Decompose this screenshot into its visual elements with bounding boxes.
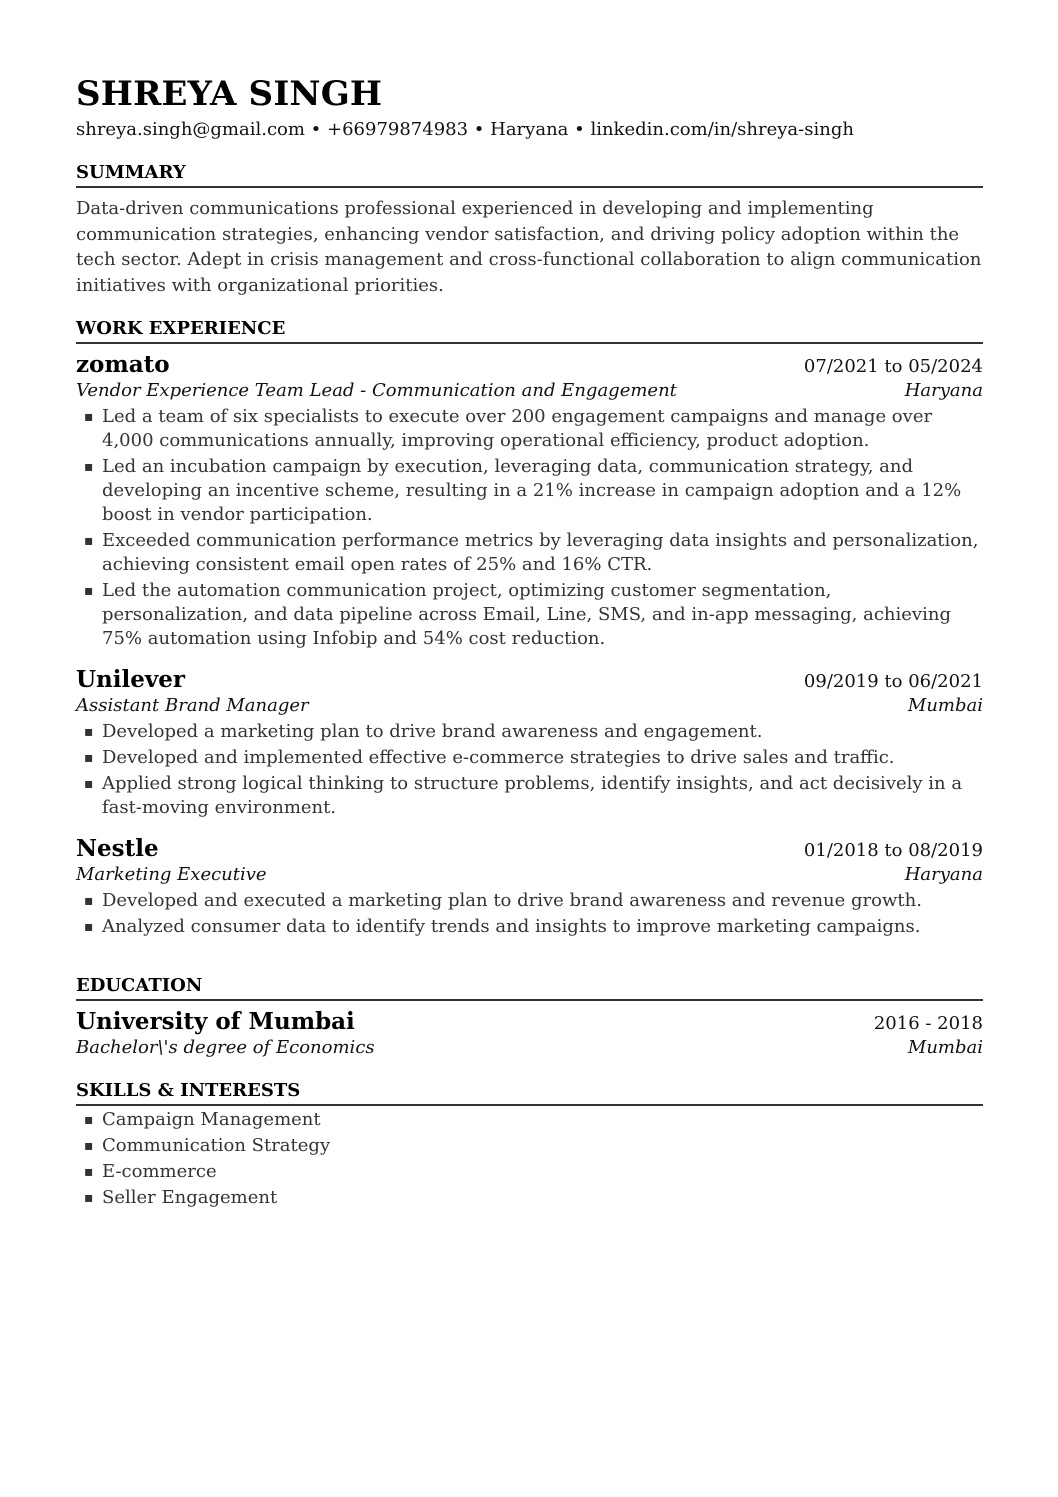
job-dates: 07/2021 to 05/2024	[803, 356, 983, 377]
contact-line: shreya.singh@gmail.com • +66979874983 • Haryana • linkedin.com/in/shreya-singh	[76, 119, 854, 140]
skill-item: ▪ Campaign Management	[76, 1108, 983, 1132]
job-entry	[76, 836, 983, 939]
job-role: Marketing Executive	[76, 864, 267, 885]
section-title-skills: SKILLS & INTERESTS	[76, 1078, 983, 1106]
section-title-experience: WORK EXPERIENCE	[76, 316, 983, 344]
list-item: ▪ Applied strong logical thinking to structure problems, identify insights, and act decisively in a fast-moving environment.	[76, 772, 983, 820]
school-name: University of Mumbai	[76, 1008, 355, 1035]
list-item: ▪ Exceeded communication performance metrics by leveraging data insights and personalization, achieving consistent email open rates of 25% and 16% CTR.	[76, 529, 983, 577]
company-name: zomato	[76, 351, 170, 378]
job-entry	[76, 352, 983, 651]
list-item: ▪ Developed a marketing plan to drive brand awareness and engagement.	[76, 720, 983, 744]
skills-list	[76, 1108, 983, 1210]
summary-text: Data-driven communications professional experienced in developing and implementing communication strategies, enhancing vendor satisfaction, and driving policy adoption within the tech sector. Adept in crisis management and cross-functional collaboration to align communication initiatives with organizational priorities.	[76, 198, 982, 296]
education-dates: 2016 - 2018	[873, 1013, 983, 1034]
company-name: Unilever	[76, 666, 186, 693]
list-item: ▪ Led a team of six specialists to execute over 200 engagement campaigns and manage over 4,000 communications annually, improving operational efficiency, product adoption.	[76, 405, 983, 453]
candidate-name: SHREYA SINGH	[76, 74, 383, 114]
education-section	[76, 973, 983, 1060]
job-dates: 09/2019 to 06/2021	[803, 671, 983, 692]
skills-section	[76, 1078, 983, 1210]
job-location: Haryana	[904, 864, 983, 885]
job-dates: 01/2018 to 08/2019	[803, 840, 983, 861]
degree: Bachelor\'s degree of Economics	[76, 1037, 375, 1058]
job-location: Mumbai	[907, 695, 983, 716]
job-entry	[76, 667, 983, 820]
list-item: ▪ Led an incubation campaign by execution, leveraging data, communication strategy, and developing an incentive scheme, resulting in a 21% increase in campaign adoption and a 12% boost in vendor participation.	[76, 455, 983, 527]
resume-page	[76, 72, 983, 1212]
list-item: ▪ Developed and implemented effective e-commerce strategies to drive sales and traffic.	[76, 746, 983, 770]
company-name: Nestle	[76, 835, 159, 862]
skill-item: ▪ Communication Strategy	[76, 1134, 983, 1158]
skill-item: ▪ Seller Engagement	[76, 1186, 983, 1210]
list-item: ▪ Analyzed consumer data to identify trends and insights to improve marketing campaigns.	[76, 915, 983, 939]
job-bullets	[76, 405, 983, 651]
section-title-education: EDUCATION	[76, 973, 983, 1001]
section-title-summary: SUMMARY	[76, 160, 983, 188]
skill-item: ▪ E-commerce	[76, 1160, 983, 1184]
education-entry	[76, 1009, 983, 1060]
experience-section	[76, 316, 983, 939]
summary-section	[76, 160, 983, 298]
job-location: Haryana	[904, 380, 983, 401]
education-location: Mumbai	[907, 1037, 983, 1058]
list-item: ▪ Developed and executed a marketing plan to drive brand awareness and revenue growth.	[76, 889, 983, 913]
job-bullets	[76, 720, 983, 820]
list-item: ▪ Led the automation communication project, optimizing customer segmentation, personalization, and data pipeline across Email, Line, SMS, and in-app messaging, achieving 75% automation using Infobip and 54% cost reduction.	[76, 579, 983, 651]
job-bullets	[76, 889, 983, 939]
job-role: Assistant Brand Manager	[76, 695, 309, 716]
job-role: Vendor Experience Team Lead - Communication and Engagement	[76, 380, 677, 401]
